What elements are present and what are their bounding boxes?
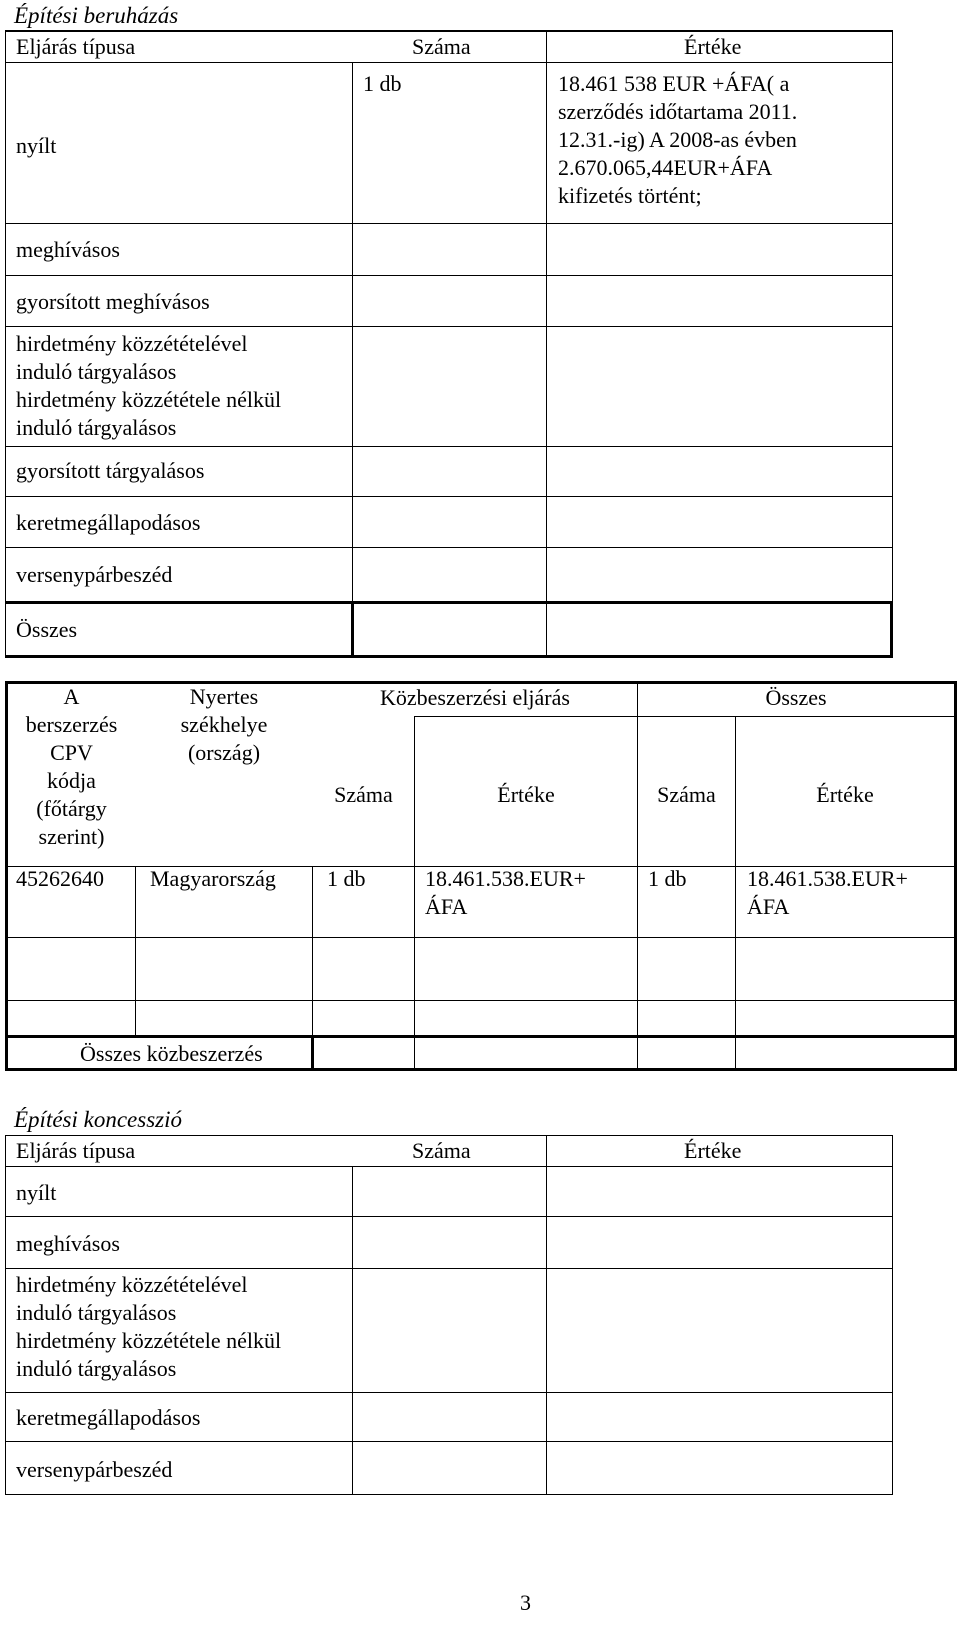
table2-row-cpv: 45262640 xyxy=(16,866,104,891)
table1-header-type: Eljárás típusa xyxy=(16,34,136,59)
table3-row-type: meghívásos xyxy=(16,1231,120,1256)
table1-header-count: Száma xyxy=(412,34,471,59)
table1-row-type: keretmegállapodásos xyxy=(16,510,201,535)
table3-row-type: hirdetmény közzétételével induló tárgyalásos hirdetmény közzététele nélkül induló tárgyalásos xyxy=(16,1272,282,1381)
table1-row-count: 1 db xyxy=(363,71,402,96)
table3-header-count: Száma xyxy=(412,1138,471,1163)
table2-header-value1: Értéke xyxy=(497,782,555,807)
table2-header-procurement: Közbeszerzési eljárás xyxy=(380,685,570,710)
table2-row-winner: Magyarország xyxy=(150,866,276,891)
table2-footer: Összes közbeszerzés xyxy=(80,1041,263,1066)
table3-row-type: versenypárbeszéd xyxy=(16,1457,173,1482)
table1-row-type: gyorsított tárgyalásos xyxy=(16,458,205,483)
table3-row-type: keretmegállapodásos xyxy=(16,1405,201,1430)
table1-row-type: hirdetmény közzétételével induló tárgyalásos hirdetmény közzététele nélkül induló tárgyalásos xyxy=(16,331,282,440)
table3-title: Építési koncesszió xyxy=(14,1107,182,1132)
table2-header-winner: Nyertes székhelye (ország) xyxy=(180,684,268,765)
table2-header-value2: Értéke xyxy=(816,782,874,807)
table1-row-type: meghívásos xyxy=(16,237,120,262)
table2-row-value2: 18.461.538.EUR+ ÁFA xyxy=(747,866,908,919)
table3-row-type: nyílt xyxy=(16,1180,57,1205)
table1-row-type: gyorsított meghívásos xyxy=(16,289,210,314)
table2-header-cpv: A berszerzés CPV kódja (főtárgy szerint) xyxy=(25,684,118,849)
table1-header-value: Értéke xyxy=(684,34,742,59)
table2-row-count2: 1 db xyxy=(648,866,687,891)
table2-row-count1: 1 db xyxy=(327,866,366,891)
table3-header-type: Eljárás típusa xyxy=(16,1138,136,1163)
table1-row-type: nyílt xyxy=(16,133,57,158)
page-number: 3 xyxy=(520,1590,531,1615)
table3-header-value: Értéke xyxy=(684,1138,742,1163)
table1-row-value: 18.461 538 EUR +ÁFA( a szerződés időtartama 2011. 12.31.-ig) A 2008-as évben 2.670.065,44EUR+ÁFA kifizetés történt; xyxy=(558,71,798,208)
table2-header-total: Összes xyxy=(765,685,827,710)
table1-row-total: Összes xyxy=(16,617,78,642)
table1-row-type: versenypárbeszéd xyxy=(16,562,173,587)
table1-title: Építési beruházás xyxy=(14,3,179,28)
table2-header-count1: Száma xyxy=(334,782,393,807)
table2-header-count2: Száma xyxy=(657,782,716,807)
table2-row-value1: 18.461.538.EUR+ ÁFA xyxy=(425,866,586,919)
